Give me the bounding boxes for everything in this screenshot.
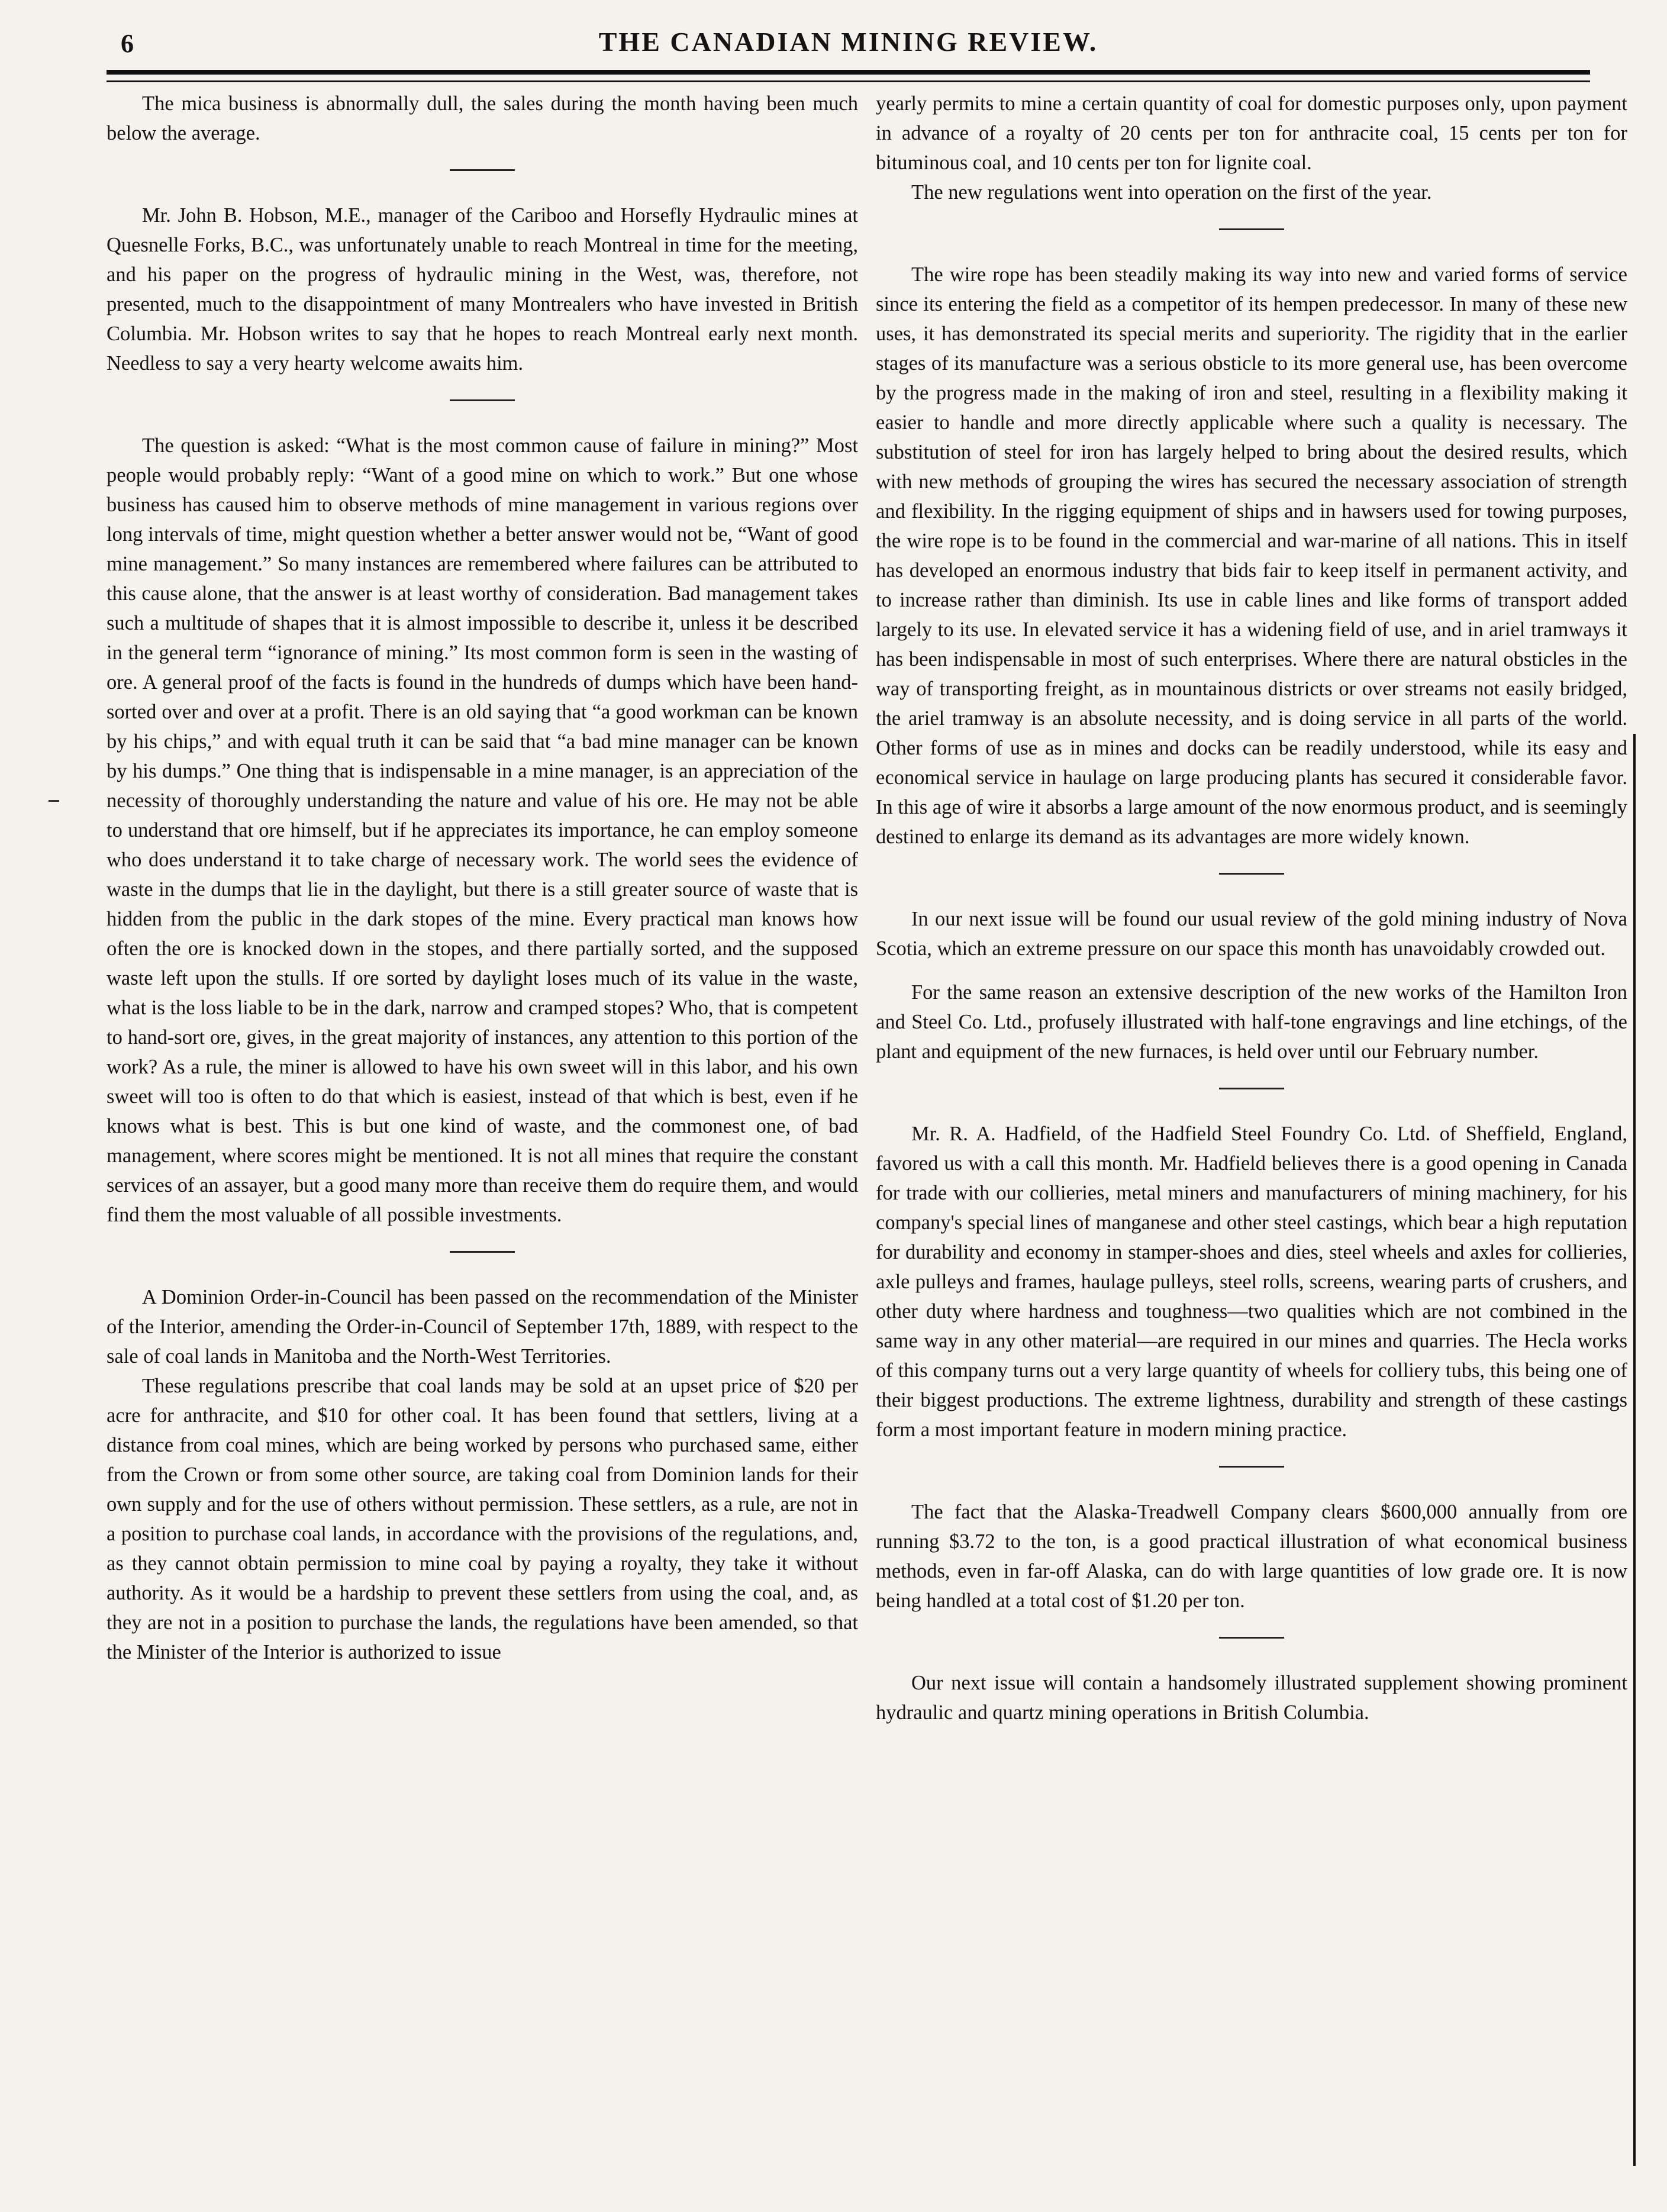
section-divider (1219, 873, 1284, 875)
paragraph-coal-regulations: These regulations prescribe that coal lands may be sold at an upset price of $20 per acre for anthracite, and $10 for other coal. It has been found that settlers, living at a distance from coal mines, which are being worked by persons who purchased same, either from the Crown or from some other source, are taking coal from Dominion lands for their own supply and for the use of others without permission. These settlers, as a rule, are not in a position to purchase coal lands, in accordance with the provisions of the regulations, and, as they cannot obtain permission to mine coal by paying a royalty, they take it without authority. As it would be a hardship to prevent these settlers from using the coal, and, as they are not in a position to purchase the lands, the regulations have been amended, so that the Minister of the Interior is authorized to issue (107, 1375, 858, 1663)
right-column (876, 89, 1627, 2194)
paragraph-hadfield: Mr. R. A. Hadfield, of the Hadfield Steel Foundry Co. Ltd. of Sheffield, England, favored us with a call this month. Mr. Hadfield believes there is a good opening in Canada for trade with our collieries, metal miners and manufacturers of mining machinery, for his company's special lines of manganese and other steel castings, which bear a high reputation for durability and economy in stamper-shoes and dies, steel wheels and axles for collieries, axle pulleys and frames, haulage pulleys, steel rolls, screens, wearing parts of crushers, and other duty where hardness and toughness—two qualities which are not combined in the same way in any other material—are required in our mines and quarries. The Hecla works of this company turns out a very large quantity of wheels for colliery tubs, this being one of their biggest productions. The extreme lightness, durability and strength of these castings form a most important feature in modern mining practice. (876, 1123, 1627, 1441)
paragraph-new-regulations: The new regulations went into operation on the first of the year. (911, 181, 1432, 204)
paragraph-alaska-treadwell: The fact that the Alaska-Treadwell Company clears $600,000 annually from ore running $3.72 to the ton, is a good practical illustration of what economical business methods, even in far-off Alaska, can do with large quantities of low grade ore. It is now being handled at a total cost of $1.20 per ton. (876, 1501, 1627, 1612)
left-column (107, 89, 858, 2194)
page-header (107, 18, 1590, 65)
paragraph-mica: The mica business is abnormally dull, the sales during the month having been much below the average. (107, 92, 858, 144)
section-divider (1219, 1637, 1284, 1639)
paragraph-hobson: Mr. John B. Hobson, M.E., manager of the Cariboo and Horsefly Hydraulic mines at Quesnelle Forks, B.C., was unfortunately unable to reach Montreal in time for the meeting, and his paper on the progress of hydraulic mining in the West, was, therefore, not presented, much to the disappointment of many Montrealers who have invested in British Columbia. Mr. Hobson writes to say that he hopes to reach Montreal early next month. Needless to say a very hearty welcome awaits him. (107, 204, 858, 375)
section-divider (1219, 1088, 1284, 1089)
section-divider (450, 169, 515, 171)
section-divider (450, 399, 515, 401)
page-number: 6 (121, 29, 134, 58)
section-divider (1219, 228, 1284, 230)
margin-mark (49, 800, 59, 802)
section-divider (1219, 1466, 1284, 1468)
paragraph-order-in-council: A Dominion Order-in-Council has been passed on the recommendation of the Minister of the Interior, amending the Order-in-Council of September 17th, 1889, with respect to the sale of coal lands in Manitoba and the North-West Territories. (107, 1286, 858, 1368)
paragraph-supplement-notice: Our next issue will contain a handsomely illustrated supplement showing prominent hydraulic and quartz mining operations in British Columbia. (876, 1672, 1627, 1724)
paragraph-yearly-permits: yearly permits to mine a certain quantity of coal for domestic purposes only, upon payment in advance of a royalty of 20 cents per ton for anthracite coal, 15 cents per ton for bituminous coal, and 10 cents per ton for lignite coal. (876, 92, 1627, 174)
margin-bar (1633, 734, 1636, 2166)
header-rule-thin (107, 80, 1590, 82)
section-divider (450, 1251, 515, 1253)
header-rule-thick (107, 70, 1590, 75)
running-head-title: THE CANADIAN MINING REVIEW. (598, 27, 1098, 57)
paragraph-wire-rope: The wire rope has been steadily making its way into new and varied forms of service since its entering the field as a competitor of its hempen predecessor. In many of these new uses, it has demonstrated its special merits and superiority. The rigidity that in the earlier stages of its manufacture was a serious obsticle to its more general use, has been overcome by the progress made in the making of iron and steel, resulting in a flexibility making it easier to handle and more directly applicable where such a quality is necessary. The substitution of steel for iron has largely helped to bring about the desired results, which with new methods of grouping the wires has secured the necessary association of strength and flexibility. In the rigging equipment of ships and in hawsers used for towing purposes, the wire rope is to be found in the commercial and war-marine of all nations. This in itself has developed an enormous industry that bids fair to keep itself in permanent activity, and to increase rather than diminish. Its use in cable lines and like forms of transport added largely to its use. In elevated service it has a widening field of use, and in ariel tramways it has been indispensable in most of such enterprises. Where there are natural obsticles in the way of transporting freight, as in mountainous districts or over streams not easily bridged, the ariel tramway is an absolute necessity, and is doing service in all parts of the world. Other forms of use as in mines and docks can be readily understood, while its easy and economical service in haulage on large producing plants has secured it considerable favor. In this age of wire it absorbs a large amount of the now enormous product, and is seemingly destined to enlarge its demand as its advantages are more widely known. (876, 263, 1627, 848)
paragraph-hamilton-works: For the same reason an extensive description of the new works of the Hamilton Iron and Steel Co. Ltd., profusely illustrated with half-tone engravings and line etchings, of the plant and equipment of the new furnaces, is held over until our February number. (876, 981, 1627, 1063)
paragraph-mine-management: The question is asked: “What is the most common cause of failure in mining?” Most people would probably reply: “Want of a good mine on which to work.” But one whose business has caused him to observe methods of mine management in various regions over long intervals of time, might question whether a better answer would not be, “Want of good mine management.” So many instances are remembered where failures can be attributed to this cause alone, that the answer is at least worthy of consideration. Bad management takes such a multitude of shapes that it is almost impossible to describe it, unless it be described in the general term “ignorance of mining.” Its most common form is seen in the wasting of ore. A general proof of the facts is found in the hundreds of dumps which have been hand-sorted over and over at a profit. There is an old saying that “a good workman can be known by his chips,” and with equal truth it can be said that “a bad mine manager can be known by his dumps.” One thing that is indispensable in a mine manager, is an appreciation of the necessity of thoroughly understanding the nature and value of his ore. He may not be able to understand that ore himself, but if he appreciates its importance, he can employ someone who does understand it to take charge of necessary work. The world sees the evidence of waste in the dumps that lie in the daylight, but there is a still greater source of waste that is hidden from the public in the dark stopes of the mine. Every practical man knows how often the ore is knocked down in the stopes, and there partially sorted, and the supposed waste left upon the stulls. If ore sorted by daylight loses much of its value in the waste, what is the loss liable to be in the dark, narrow and cramped stopes? Who, that is competent to hand-sort ore, gives, in the great majority of instances, any attention to this portion of the work? As a rule, the miner is allowed to have his own sweet will in this labor, and his own sweet will too is often to do that which is easiest, instead of that which is best, even if he knows what is best. This is but one kind of waste, and the commonest one, of bad management, where scores might be mentioned. It is not all mines that require the constant services of an assayer, but a good many more than receive them do require them, and would find them the most valuable of all possible investments. (107, 434, 858, 1226)
paragraph-next-issue-nova-scotia: In our next issue will be found our usual review of the gold mining industry of Nova Scotia, which an extreme pressure on our space this month has unavoidably crowded out. (876, 908, 1627, 960)
